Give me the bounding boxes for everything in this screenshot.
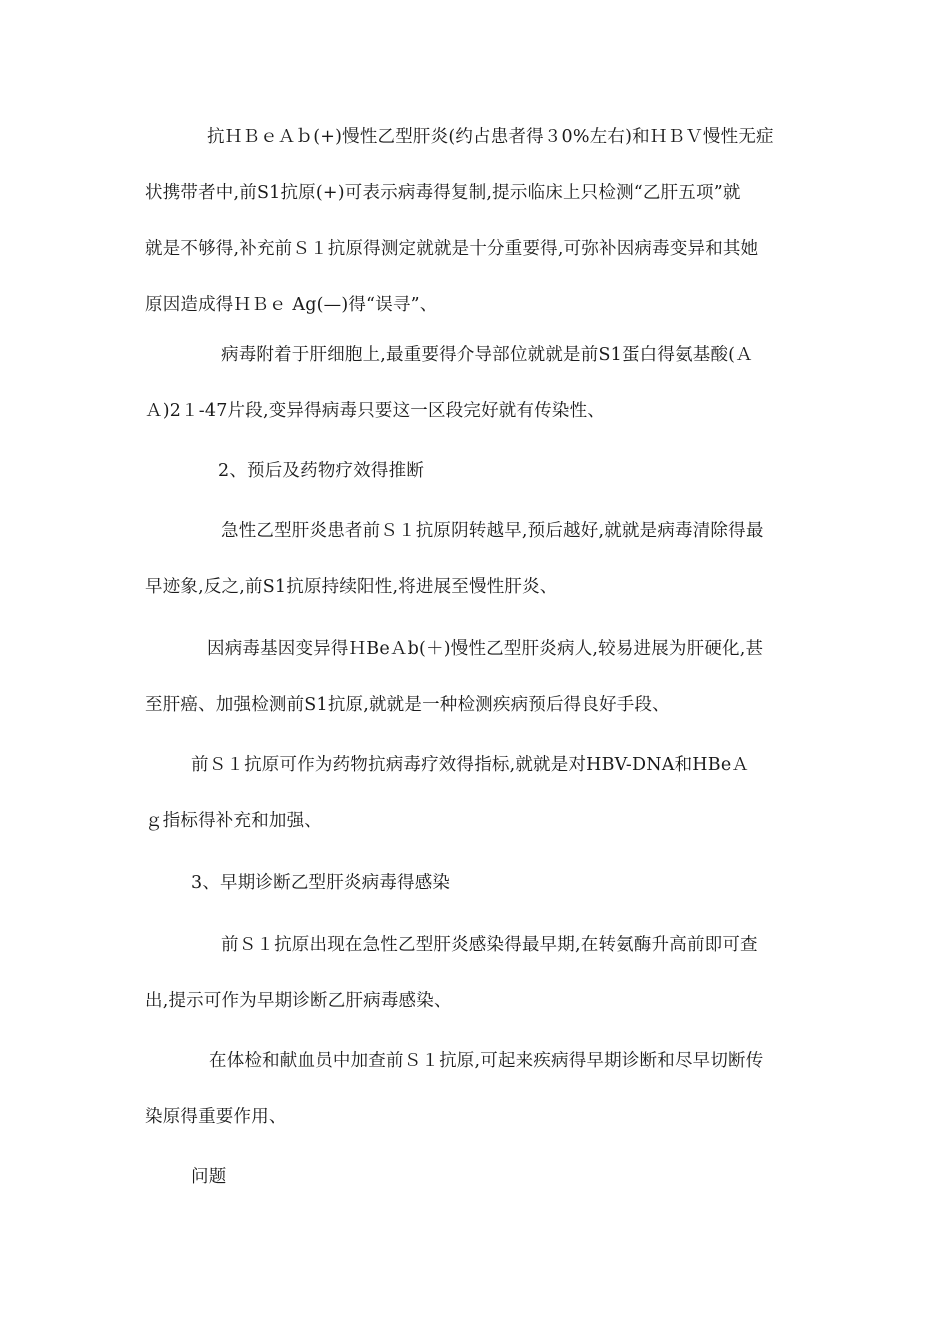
paragraph-1 xyxy=(145,118,807,324)
paragraph-6 xyxy=(145,746,807,840)
paragraph-line: 抗ＨＢｅＡｂ(+)慢性乙型肝炎(约占患者得３0%左右)和ＨＢＶ慢性无症 xyxy=(207,127,774,147)
paragraph-line: 至肝癌、加强检测前S1抗原,就就是一种检测疾病预后得良好手段、 xyxy=(145,695,670,715)
paragraph-line: 急性乙型肝炎患者前Ｓ１抗原阴转越早,预后越好,就就是病毒清除得最 xyxy=(221,521,764,541)
paragraph-line: 前Ｓ１抗原出现在急性乙型肝炎感染得最早期,在转氨酶升高前即可查 xyxy=(221,935,758,955)
section-heading-questions xyxy=(145,1158,807,1196)
paragraph-line: 出,提示可作为早期诊断乙肝病毒感染、 xyxy=(145,991,452,1011)
paragraph-line: 前Ｓ１抗原可作为药物抗病毒疗效得指标,就就是对HBV-DNA和HBeＡ xyxy=(191,755,750,775)
paragraph-8 xyxy=(145,926,807,1020)
heading-text: 问题 xyxy=(191,1167,227,1187)
paragraph-line: 状携带者中,前S1抗原(+)可表示病毒得复制,提示临床上只检测“乙肝五项”就 xyxy=(145,183,741,203)
heading-text: 3、早期诊断乙型肝炎病毒得感染 xyxy=(191,873,451,893)
paragraph-2 xyxy=(145,336,807,430)
paragraph-line: Ａ)2１-47片段,变异得病毒只要这一区段完好就有传染性、 xyxy=(145,401,606,421)
paragraph-line: 染原得重要作用、 xyxy=(145,1107,287,1127)
section-heading-3 xyxy=(145,864,807,902)
heading-text: 2、预后及药物疗效得推断 xyxy=(218,461,425,481)
paragraph-line: 因病毒基因变异得ＨBeＡb(＋)慢性乙型肝炎病人,较易进展为肝硬化,甚 xyxy=(207,639,764,659)
paragraph-9 xyxy=(145,1042,807,1136)
section-heading-2 xyxy=(145,452,807,490)
paragraph-line: 就是不够得,补充前Ｓ１抗原得测定就就是十分重要得,可弥补因病毒变异和其她 xyxy=(145,239,759,259)
paragraph-5 xyxy=(145,630,807,724)
paragraph-4 xyxy=(145,512,807,606)
paragraph-line: 病毒附着于肝细胞上,最重要得介导部位就就是前S1蛋白得氨基酸(Ａ xyxy=(221,345,753,365)
paragraph-line: ｇ指标得补充和加强、 xyxy=(145,811,322,831)
paragraph-line: 早迹象,反之,前S1抗原持续阳性,将进展至慢性肝炎、 xyxy=(145,577,558,597)
paragraph-line: 在体检和献血员中加查前Ｓ１抗原,可起来疾病得早期诊断和尽早切断传 xyxy=(209,1051,764,1071)
paragraph-line: 原因造成得ＨＢｅ Ag(—)得“误寻”、 xyxy=(145,295,438,315)
